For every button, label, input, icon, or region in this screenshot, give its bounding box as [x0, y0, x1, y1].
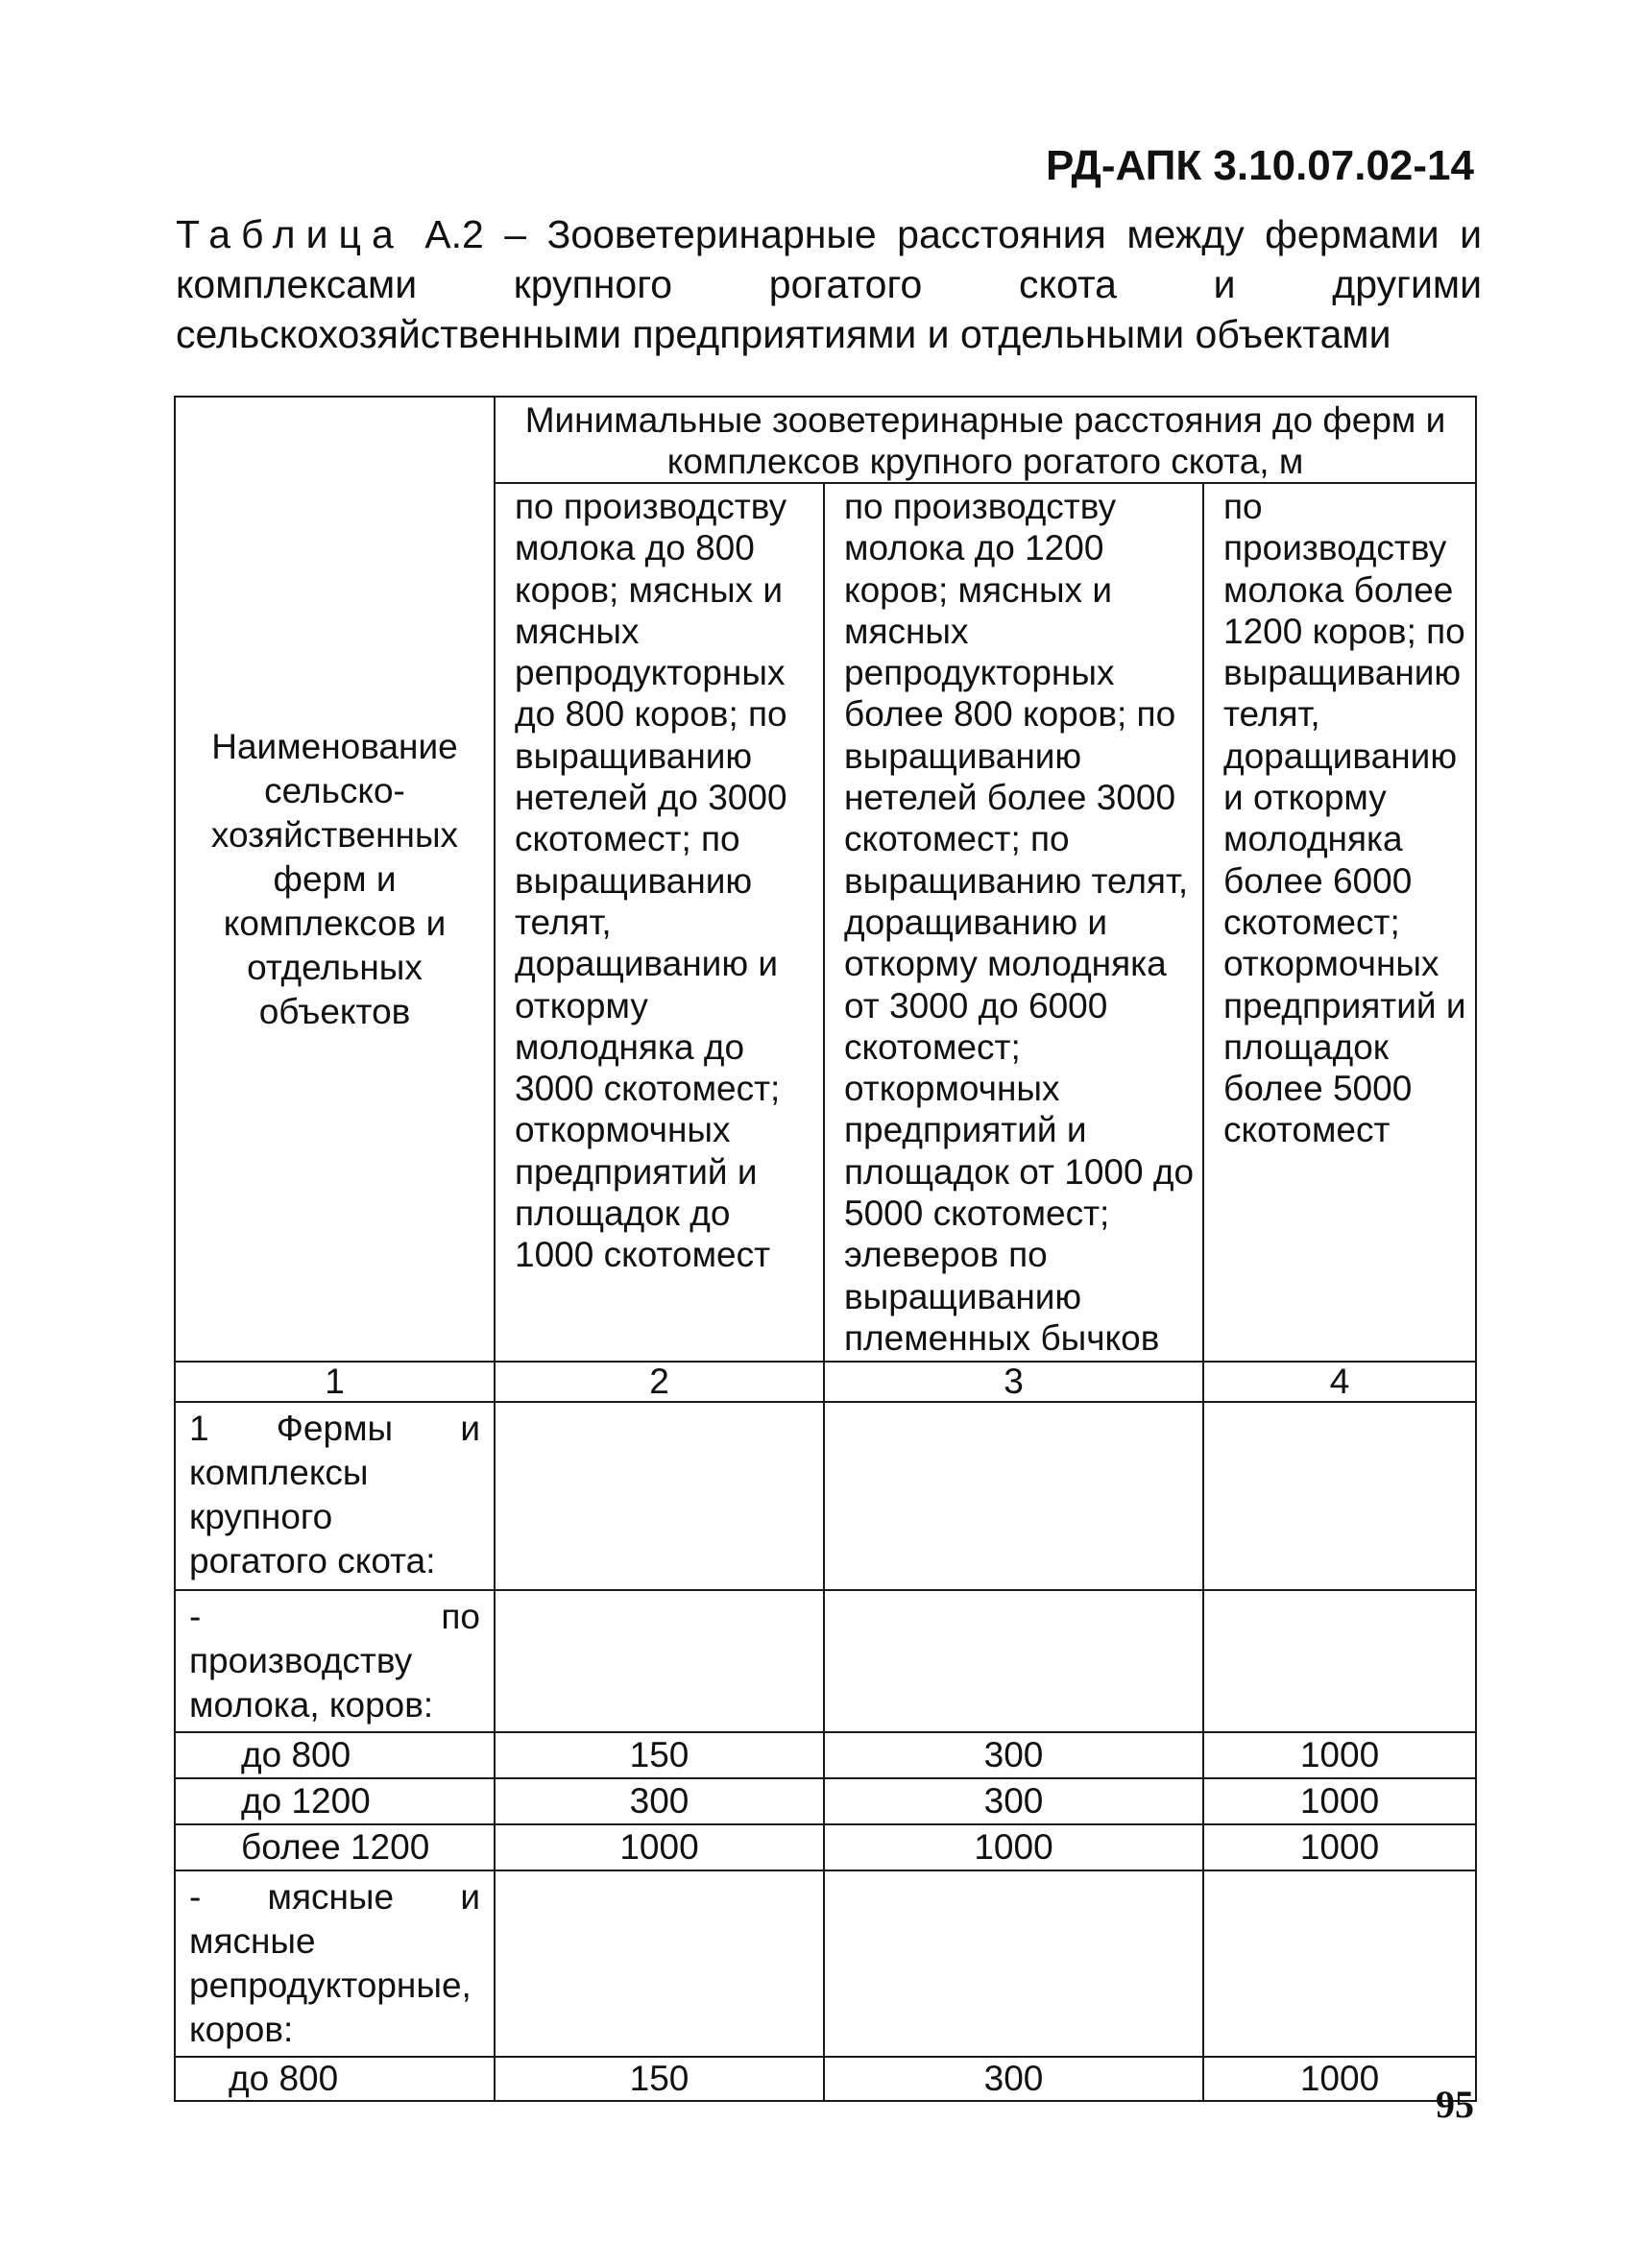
- row-value: [824, 1870, 1203, 2057]
- row-value: [495, 1870, 824, 2057]
- header-col-2-text: по производству молока до 800 коров; мясных и мясных репродукторных до 800 коров; по выращиванию нетелей до 3000 скотомест; по выращиванию телят, доращиванию и откорму молодняка до 3000 скотомест; откормочных предприятий и площадок до 1000 скотомест: [515, 487, 787, 1275]
- page-number: 95: [1436, 2083, 1474, 2126]
- row-value: 1000: [1203, 2057, 1476, 2101]
- header-col-4-text: по производству молока более 1200 коров; по выращиванию телят, доращиванию и откорму молодняка более 6000 скотомест; откормочных предприятий и площадок более 5000 скотомест: [1223, 487, 1466, 1150]
- table-row: [175, 1732, 1476, 1778]
- table-row: [175, 1870, 1476, 2057]
- row-value: 150: [495, 1732, 824, 1778]
- document-code: РД-АПК 3.10.07.02-14: [1045, 142, 1474, 189]
- row-value: 300: [824, 2057, 1203, 2101]
- row-value: 1000: [495, 1824, 824, 1870]
- row-value: [1203, 1402, 1476, 1590]
- header-col-2: [495, 483, 824, 1362]
- table-row: [175, 1778, 1476, 1824]
- distances-table: [174, 396, 1477, 2102]
- row-value: 300: [495, 1778, 824, 1824]
- header-row-top: [175, 397, 1476, 483]
- table-row: [175, 1590, 1476, 1732]
- header-span-text: Минимальные зооветеринарные расстояния до ферм и комплексов крупного рогатого скота, м: [524, 400, 1446, 481]
- table-row: [175, 1402, 1476, 1590]
- row-label: 1 Фермы и комплексы крупного рогатого скота:: [175, 1402, 495, 1590]
- header-col-4: [1203, 483, 1476, 1362]
- row-value: [1203, 1870, 1476, 2057]
- caption-text: А.2 – Зооветеринарные расстояния между фермами и комплексами крупного рогатого скота и другими сельскохозяйственными предприятиями и отдельными объектами: [176, 212, 1482, 356]
- row-label: более 1200: [175, 1824, 495, 1870]
- row-value: 1000: [1203, 1778, 1476, 1824]
- column-number: 3: [824, 1362, 1203, 1402]
- header-span-cell: [495, 397, 1476, 483]
- row-label: - мясные и мясные репродукторные, коров:: [175, 1870, 495, 2057]
- row-value: [1203, 1590, 1476, 1732]
- caption-label: Таблица: [176, 212, 404, 256]
- row-value: 1000: [824, 1824, 1203, 1870]
- column-number: 2: [495, 1362, 824, 1402]
- row-value: [824, 1590, 1203, 1732]
- header-col-3-text: по производству молока до 1200 коров; мясных и мясных репродукторных более 800 коров; по выращиванию нетелей более 3000 скотомест; по выращиванию телят, доращиванию и откорму молодняка от 3000 до 6000 скотомест; откормочных предприятий и площадок от 1000 до 5000 скотомест; элеверов по выращиванию племенных бычков: [844, 487, 1195, 1358]
- row-value: [824, 1402, 1203, 1590]
- row-value: [495, 1590, 824, 1732]
- row-value: 300: [824, 1778, 1203, 1824]
- column-number: 1: [175, 1362, 495, 1402]
- row-label: до 800: [175, 1732, 495, 1778]
- row-value: 300: [824, 1732, 1203, 1778]
- header-col-3: [824, 483, 1203, 1362]
- table-row: [175, 1824, 1476, 1870]
- row-label: до 1200: [175, 1778, 495, 1824]
- row-value: 1000: [1203, 1732, 1476, 1778]
- column-numbers-row: [175, 1362, 1476, 1402]
- header-name-cell: [175, 397, 495, 1362]
- column-number: 4: [1203, 1362, 1476, 1402]
- row-value: 150: [495, 2057, 824, 2101]
- row-label: до 800: [175, 2057, 495, 2101]
- table-row: [175, 2057, 1476, 2101]
- header-name-text: Наименование сельско-хозяйственных ферм и комплексов и отдельных объектов: [210, 726, 459, 1031]
- row-value: [495, 1402, 824, 1590]
- row-label: - по производству молока, коров:: [175, 1590, 495, 1732]
- row-value: 1000: [1203, 1824, 1476, 1870]
- table-caption: [176, 209, 1482, 359]
